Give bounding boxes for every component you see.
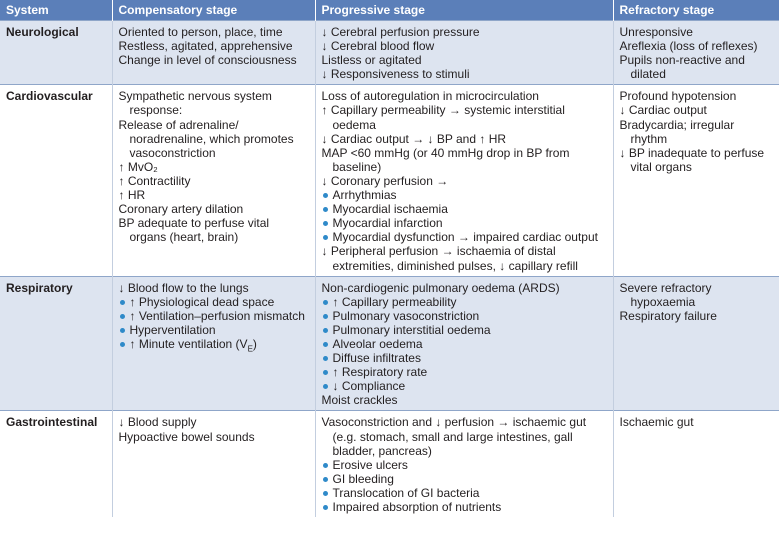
- line-text: Change in level of consciousness: [118, 53, 297, 68]
- text-line: [119, 281, 309, 295]
- progressive-cell: [315, 85, 613, 276]
- line-text: MAP <60 mmHg (or 40 mmHg drop in BP from baseline): [321, 145, 570, 174]
- text-line: [620, 103, 774, 117]
- text-line: [322, 174, 607, 188]
- system-cell: Respiratory: [0, 276, 112, 411]
- text-line: [620, 25, 774, 39]
- refractory-cell: [613, 276, 779, 411]
- bullet-item: [119, 309, 309, 323]
- text-line: [620, 415, 774, 429]
- progressive-cell: [315, 276, 613, 411]
- text-line: [322, 25, 607, 39]
- line-text: ↓ Blood supply: [118, 415, 197, 430]
- line-text: Hyperventilation: [129, 322, 216, 337]
- line-text: ↑ Contractility: [118, 173, 191, 188]
- bullet-item: [322, 188, 607, 202]
- line-text: Pulmonary interstitial oedema: [332, 322, 491, 337]
- bullet-item: [322, 230, 607, 244]
- line-text: BP adequate to perfuse vital organs (heart, brain): [118, 216, 270, 245]
- text-line: [322, 415, 607, 457]
- header-compensatory: Compensatory stage: [112, 0, 315, 21]
- text-line: [119, 53, 309, 67]
- text-line: [119, 188, 309, 202]
- bullet-item: [322, 472, 607, 486]
- bullet-item: [119, 323, 309, 337]
- line-text: Myocardial dysfunction → impaired cardiac output: [332, 230, 598, 245]
- line-text: ↓ Cerebral blood flow: [321, 39, 435, 54]
- line-text: Oriented to person, place, time: [118, 25, 283, 39]
- text-line: [620, 118, 774, 146]
- text-line: [119, 430, 309, 444]
- bullet-item: [322, 309, 607, 323]
- line-text: ↓ Responsiveness to stimuli: [321, 67, 470, 82]
- bullet-item: [322, 202, 607, 216]
- header-refractory: Refractory stage: [613, 0, 779, 21]
- header-row: [0, 0, 779, 21]
- line-text: ↓ Compliance: [332, 379, 406, 394]
- text-line: [620, 53, 774, 81]
- line-text: ↓ Cerebral perfusion pressure: [321, 25, 480, 39]
- bullet-item: [119, 337, 309, 356]
- line-text: ↑ Respiratory rate: [332, 365, 428, 380]
- line-text: Diffuse infiltrates: [332, 351, 421, 366]
- line-text: ↓ Peripheral perfusion → ischaemia of distal extremities, diminished pulses, ↓ capillary refill: [321, 244, 578, 273]
- line-text: Release of adrenaline/ noradrenaline, which promotes vasoconstriction: [118, 117, 294, 160]
- line-text: Unresponsive: [619, 25, 693, 39]
- line-text: Severe refractory hypoxaemia: [619, 280, 712, 309]
- line-text: ↓ Cardiac output: [619, 103, 707, 118]
- line-text: ↑ Capillary permeability → systemic interstitial oedema: [321, 103, 565, 132]
- refractory-cell: [613, 21, 779, 85]
- line-text: Respiratory failure: [619, 308, 717, 323]
- line-text: Impaired absorption of nutrients: [332, 500, 502, 514]
- line-text: ↑ MvO₂: [118, 159, 158, 174]
- refractory-cell: [613, 85, 779, 276]
- line-text: Coronary artery dilation: [118, 202, 244, 217]
- bullet-item: [322, 351, 607, 365]
- text-line: [620, 39, 774, 53]
- text-line: [322, 39, 607, 53]
- bullet-item: [322, 500, 607, 514]
- line-text: ↓ BP inadequate to perfuse vital organs: [619, 145, 765, 174]
- text-line: [322, 89, 607, 103]
- line-text: ↓ Blood flow to the lungs: [118, 280, 249, 295]
- compensatory-cell: [112, 411, 315, 517]
- text-line: [119, 39, 309, 53]
- line-text: ↑ Minute ventilation (V: [129, 336, 248, 351]
- line-text: Arrhythmias: [332, 188, 397, 203]
- text-line: [620, 89, 774, 103]
- line-text: Pupils non-reactive and dilated: [619, 53, 745, 82]
- text-line: [119, 202, 309, 216]
- table-row-cardiovascular: [0, 85, 779, 276]
- bullet-item: [119, 295, 309, 309]
- line-text: Translocation of GI bacteria: [332, 485, 480, 500]
- line-text: ↑ Capillary permeability: [332, 294, 457, 309]
- table-row-neurological: [0, 21, 779, 85]
- text-line: [322, 53, 607, 67]
- text-line: [620, 146, 774, 174]
- compensatory-cell: [112, 85, 315, 276]
- line-text: Ischaemic gut: [619, 415, 694, 430]
- table-body: [0, 21, 779, 518]
- line-text: Alveolar oedema: [332, 336, 423, 351]
- line-text: Myocardial ischaemia: [332, 202, 448, 217]
- text-line: [119, 174, 309, 188]
- text-line: [322, 146, 607, 174]
- progressive-cell: [315, 21, 613, 85]
- table-row-respiratory: [0, 276, 779, 411]
- bullet-item: [322, 486, 607, 500]
- line-text: Moist crackles: [321, 393, 398, 408]
- line-text: Vasoconstriction and ↓ perfusion → ischaemic gut (e.g. stomach, small and large intestines, gall bladder, pancreas): [321, 415, 587, 458]
- line-text: ↑ Ventilation–perfusion mismatch: [129, 308, 305, 323]
- line-text: Restless, agitated, apprehensive: [118, 39, 293, 54]
- refractory-cell: [613, 411, 779, 517]
- header-progressive: Progressive stage: [315, 0, 613, 21]
- bullet-item: [322, 337, 607, 351]
- bullet-item: [322, 323, 607, 337]
- line-text: GI bleeding: [332, 471, 394, 486]
- line-text: Listless or agitated: [321, 53, 422, 68]
- text-line: [119, 160, 309, 174]
- compensatory-cell: [112, 21, 315, 85]
- line-suffix: ): [252, 336, 257, 351]
- progressive-cell: [315, 411, 613, 517]
- system-cell: Cardiovascular: [0, 85, 112, 276]
- line-text: Bradycardia; irregular rhythm: [619, 117, 735, 146]
- subscript: E: [247, 344, 253, 354]
- text-line: [322, 103, 607, 131]
- line-text: Hypoactive bowel sounds: [118, 429, 255, 444]
- line-text: ↓ Coronary perfusion →: [321, 173, 449, 188]
- line-text: Loss of autoregulation in microcirculation: [321, 89, 539, 104]
- compensatory-cell: [112, 276, 315, 411]
- line-text: Myocardial infarction: [332, 216, 443, 231]
- text-line: [620, 281, 774, 309]
- text-line: [322, 393, 607, 407]
- text-line: [119, 216, 309, 244]
- line-text: Profound hypotension: [619, 89, 737, 104]
- line-text: Areflexia (loss of reflexes): [619, 39, 758, 54]
- line-text: Non-cardiogenic pulmonary oedema (ARDS): [321, 280, 560, 295]
- line-text: ↑ Physiological dead space: [129, 294, 275, 309]
- text-line: [322, 244, 607, 272]
- text-line: [119, 118, 309, 160]
- text-line: [620, 309, 774, 323]
- line-text: Sympathetic nervous system response:: [118, 89, 272, 118]
- text-line: [119, 415, 309, 429]
- text-line: [119, 25, 309, 39]
- line-text: Erosive ulcers: [332, 457, 408, 472]
- system-cell: Neurological: [0, 21, 112, 85]
- text-line: [322, 132, 607, 146]
- text-line: [119, 89, 309, 117]
- text-line: [322, 67, 607, 81]
- header-system: System: [0, 0, 112, 21]
- bullet-item: [322, 379, 607, 393]
- bullet-item: [322, 295, 607, 309]
- bullet-item: [322, 365, 607, 379]
- line-text: ↑ HR: [118, 188, 146, 203]
- table-row-gastrointestinal: [0, 411, 779, 517]
- line-text: ↓ Cardiac output → ↓ BP and ↑ HR: [321, 131, 507, 146]
- line-text: Pulmonary vasoconstriction: [332, 308, 480, 323]
- bullet-item: [322, 216, 607, 230]
- bullet-item: [322, 458, 607, 472]
- text-line: [322, 281, 607, 295]
- system-cell: Gastrointestinal: [0, 411, 112, 517]
